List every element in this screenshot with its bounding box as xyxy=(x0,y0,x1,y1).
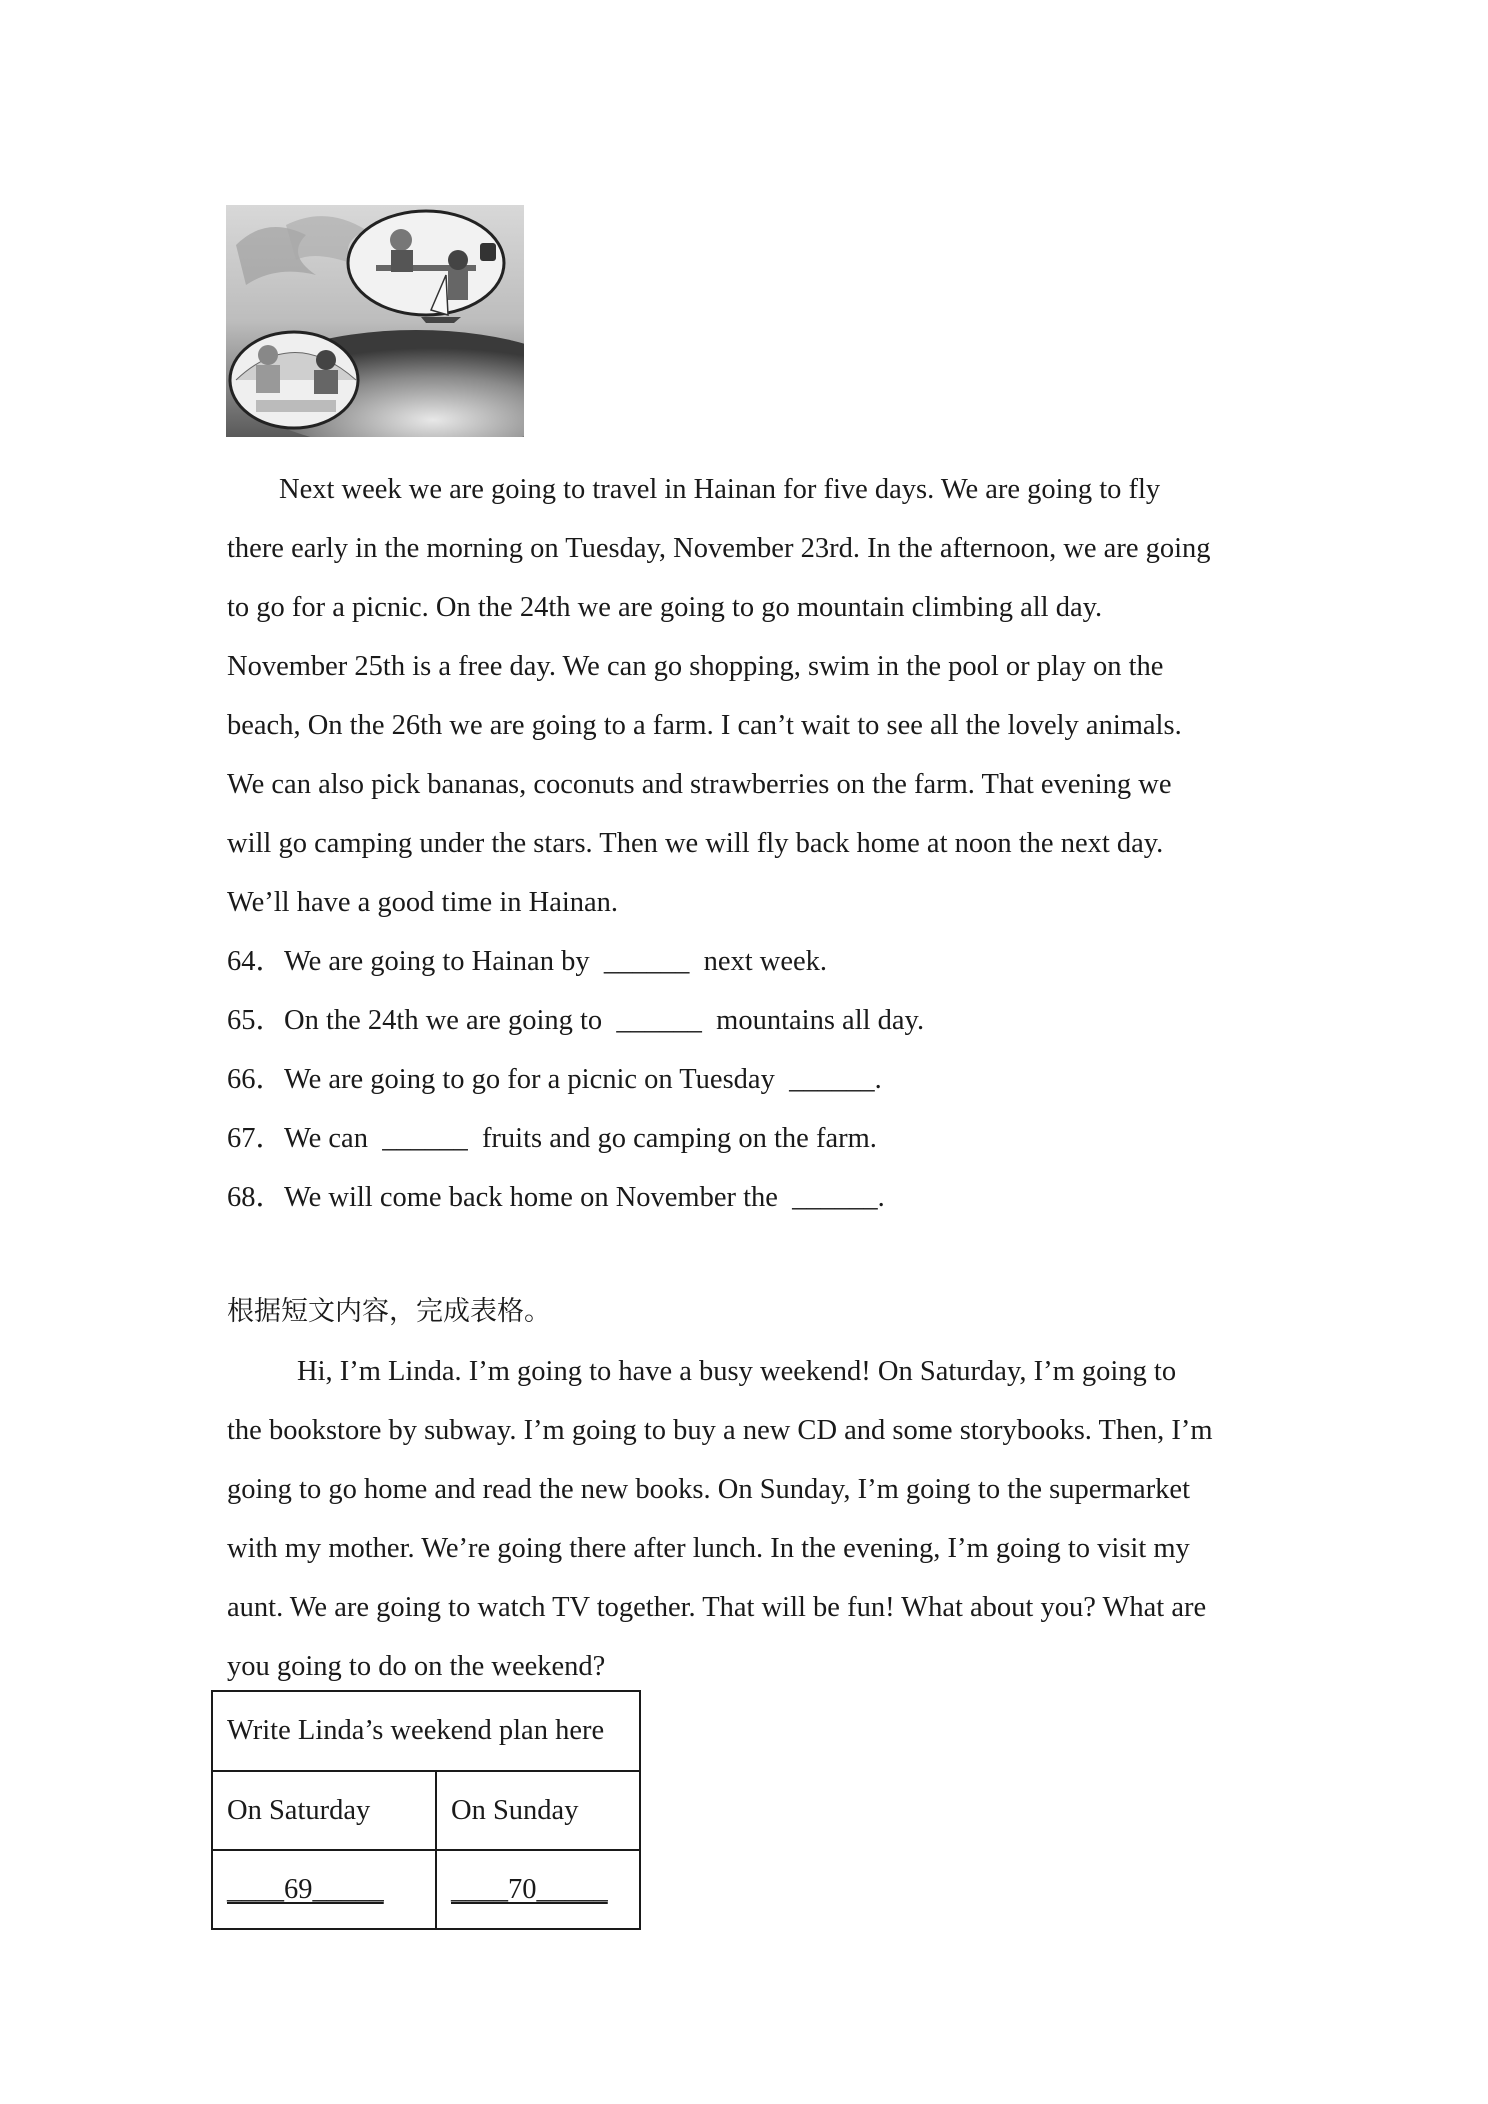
table-row xyxy=(212,1771,640,1850)
answer-69: ____69_____ xyxy=(227,1873,384,1905)
section-2-instruction: 根据短文内容，完成表格。 xyxy=(227,1296,551,1327)
passage-1-line: will go camping under the stars. Then we will fly back home at noon the next day. xyxy=(227,828,1164,859)
question-67: 67．We can ______ fruits and go camping on the farm. xyxy=(227,1123,877,1154)
question-66: 66．We are going to go for a picnic on Tuesday ______. xyxy=(227,1064,882,1095)
hainan-travel-illustration xyxy=(226,205,524,437)
passage-1-line: to go for a picnic. On the 24th we are going to go mountain climbing all day. xyxy=(227,592,1103,623)
passage-2-line: you going to do on the weekend? xyxy=(227,1651,606,1682)
table-header-cell: Write Linda’s weekend plan here xyxy=(212,1691,640,1771)
passage-1-line: November 25th is a free day. We can go shopping, swim in the pool or play on the xyxy=(227,651,1164,682)
table-row xyxy=(212,1850,640,1929)
passage-1-line: beach, On the 26th we are going to a farm. I can’t wait to see all the lovely animals. xyxy=(227,710,1182,741)
passage-2-line: aunt. We are going to watch TV together. That will be fun! What about you? What are xyxy=(227,1592,1207,1623)
passage-1-line: We can also pick bananas, coconuts and strawberries on the farm. That evening we xyxy=(227,769,1172,800)
question-64: 64．We are going to Hainan by ______ next week. xyxy=(227,946,828,977)
passage-1-line: there early in the morning on Tuesday, November 23rd. In the afternoon, we are going xyxy=(227,533,1211,564)
passage-1-line: Next week we are going to travel in Hainan for five days. We are going to fly xyxy=(279,474,1161,505)
passage-2-line xyxy=(227,1342,1275,1401)
passage-1-line: We’ll have a good time in Hainan. xyxy=(227,887,619,918)
passage-2-line: the bookstore by subway. I’m going to buy a new CD and some storybooks. Then, I’m xyxy=(227,1415,1213,1446)
table-row xyxy=(212,1691,640,1771)
column-saturday: On Saturday xyxy=(212,1771,436,1850)
column-sunday: On Sunday xyxy=(436,1771,640,1850)
weekend-plan-table xyxy=(211,1690,641,1930)
passage-2-line: going to go home and read the new books. On Sunday, I’m going to the supermarket xyxy=(227,1474,1191,1505)
question-65: 65．On the 24th we are going to ______ mountains all day. xyxy=(227,1005,925,1036)
question-68: 68．We will come back home on November the ______. xyxy=(227,1182,885,1213)
answer-blank-70[interactable] xyxy=(436,1850,640,1929)
answer-70: ____70_____ xyxy=(451,1873,608,1905)
answer-blank-69[interactable] xyxy=(212,1850,436,1929)
passage-2-first-line: Hi, I’m Linda. I’m going to have a busy weekend! On Saturday, I’m going to xyxy=(297,1356,1177,1387)
passage-2-line: with my mother. We’re going there after lunch. In the evening, I’m going to visit my xyxy=(227,1533,1190,1564)
